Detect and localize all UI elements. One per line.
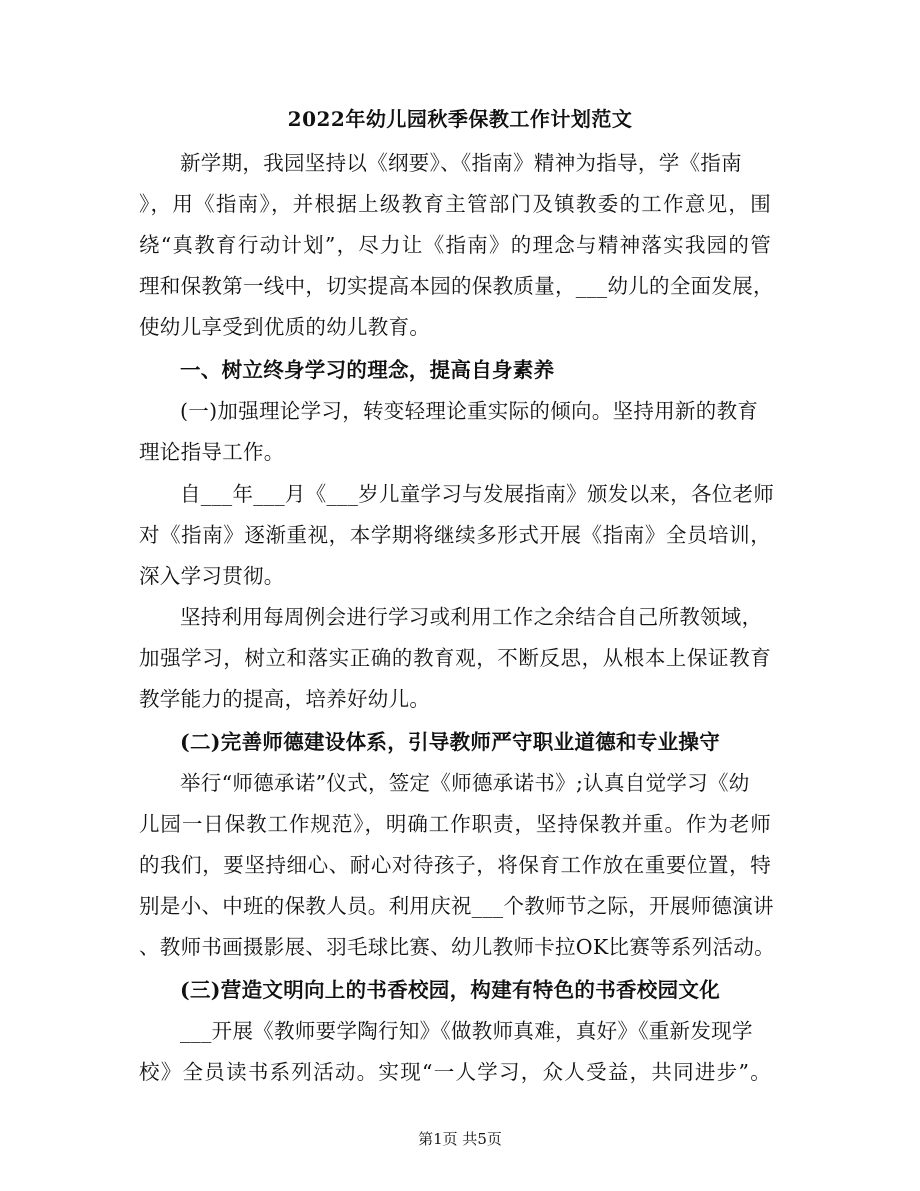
paragraph-line: (一)加强理论学习，转变轻理论重实际的倾向。坚持用新的教育 (180, 399, 759, 423)
paragraph-line: 的我们，要坚持细心、耐心对待孩子，将保育工作放在重要位置，特 (139, 853, 771, 877)
paragraph-line: 坚持利用每周例会进行学习或利用工作之余结合自己所教领域， (180, 605, 763, 629)
paragraph-line: 校》全员读书系列活动。实现“一人学习，众人受益，共同进步”。 (139, 1060, 771, 1084)
paragraph-line: 深入学习贯彻。 (139, 564, 285, 588)
paragraph-line: 新学期，我园坚持以《纲要》、《指南》精神为指导，学《指南 (180, 151, 742, 175)
paragraph-line: 使幼儿享受到优质的幼儿教育。 (139, 315, 431, 339)
paragraph-line: ___开展《教师要学陶行知》《做教师真难，真好》《重新发现学 (180, 1019, 753, 1043)
paragraph-line: 别是小、中班的保教人员。利用庆祝___个教师节之际，开展师德演讲 (139, 894, 774, 918)
paragraph-line: 绕“真教育行动计划”，尽力让《指南》的理念与精神落实我园的管 (139, 233, 771, 257)
paragraph-line: 加强学习，树立和落实正确的教育观，不断反思，从根本上保证教育 (139, 646, 771, 670)
paragraph-line: 举行“师德承诺”仪式，签定《师德承诺书》;认真自觉学习《幼 (180, 771, 750, 795)
paragraph-line: 自___年___月《___岁儿童学习与发展指南》颁发以来，各位老师 (180, 482, 775, 506)
paragraph-line: 教学能力的提高，培养好幼儿。 (139, 687, 431, 711)
paragraph-line: 儿园一日保教工作规范》，明确工作职责，坚持保教并重。作为老师 (139, 812, 771, 836)
document-title: 2022年幼儿园秋季保教工作计划范文 (287, 107, 633, 131)
section-heading: (三)营造文明向上的书香校园，构建有特色的书香校园文化 (180, 978, 720, 1002)
paragraph-line: 理论指导工作。 (139, 440, 285, 464)
section-heading: 一、树立终身学习的理念，提高自身素养 (180, 358, 555, 382)
page-footer: 第1页 共5页 (418, 1130, 502, 1148)
paragraph-line: 理和保教第一线中，切实提高本园的保教质量，___幼儿的全面发展， (139, 274, 774, 298)
section-heading: (二)完善师德建设体系，引导教师严守职业道德和专业操守 (180, 730, 720, 754)
paragraph-line: 、教师书画摄影展、羽毛球比赛、幼儿教师卡拉OK比赛等系列活动。 (139, 935, 775, 959)
paragraph-line: 对《指南》逐渐重视，本学期将继续多形式开展《指南》全员培训， (139, 523, 771, 547)
paragraph-line: 》，用《指南》，并根据上级教育主管部门及镇教委的工作意见，围 (139, 192, 771, 216)
